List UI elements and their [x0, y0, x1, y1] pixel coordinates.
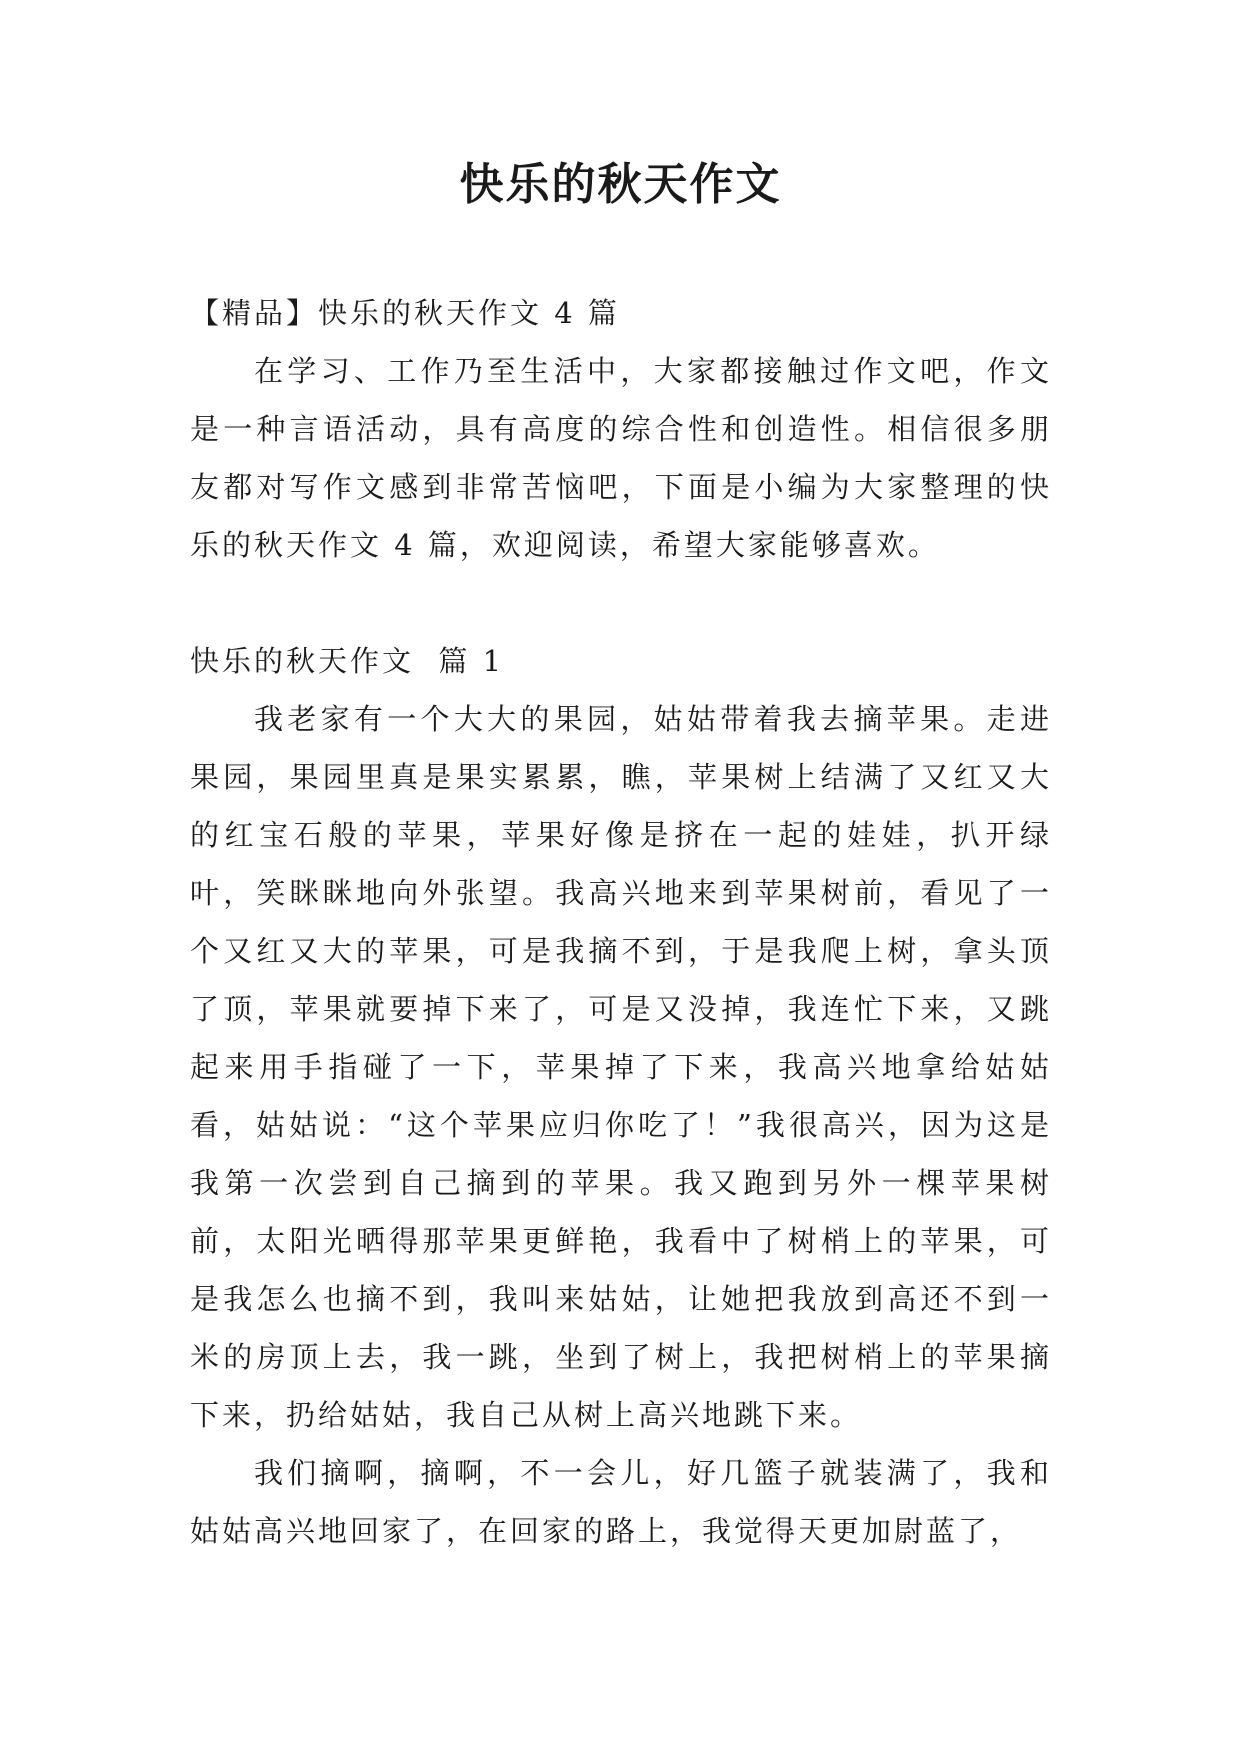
- paragraph-spacer: [190, 574, 1052, 632]
- section-heading: 快乐的秋天作文 篇 1: [190, 644, 505, 678]
- body-paragraph: 我老家有一个大大的果园，姑姑带着我去摘苹果。走进果园，果园里真是果实累累，瞧，苹果树上结满了又红又大的红宝石般的苹果，苹果好像是挤在一起的娃娃，扒开绿叶，笑眯眯地向外张望。我高兴地来到苹果树前，看见了一个又红又大的苹果，可是我摘不到，于是我爬上树，拿头顶了顶，苹果就要掉下来了，可是又没掉，我连忙下来，又跳起来用手指碰了一下，苹果掉了下来，我高兴地拿给姑姑看，姑姑说：“这个苹果应归你吃了！”我很高兴，因为这是我第一次尝到自己摘到的苹果。我又跑到另外一棵苹果树前，太阳光晒得那苹果更鲜艳，我看中了树梢上的苹果，可是我怎么也摘不到，我叫来姑姑，让她把我放到高还不到一米的房顶上去，我一跳，坐到了树上，我把树梢上的苹果摘下来，扔给姑姑，我自己从树上高兴地跳下来。: [190, 702, 1052, 1432]
- document-body: [190, 284, 1052, 1560]
- document-subtitle: 【精品】快乐的秋天作文 4 篇: [190, 296, 620, 330]
- document-title: 快乐的秋天作文: [459, 159, 782, 210]
- intro-paragraph: 在学习、工作乃至生活中，大家都接触过作文吧，作文是一种言语活动，具有高度的综合性和创造性。相信很多朋友都对写作文感到非常苦恼吧，下面是小编为大家整理的快乐的秋天作文 4 篇，欢迎阅读，希望大家能够喜欢。: [190, 354, 1052, 562]
- body-paragraph: 我们摘啊，摘啊，不一会儿，好几篮子就装满了，我和姑姑高兴地回家了，在回家的路上，我觉得天更加尉蓝了，: [190, 1456, 1052, 1548]
